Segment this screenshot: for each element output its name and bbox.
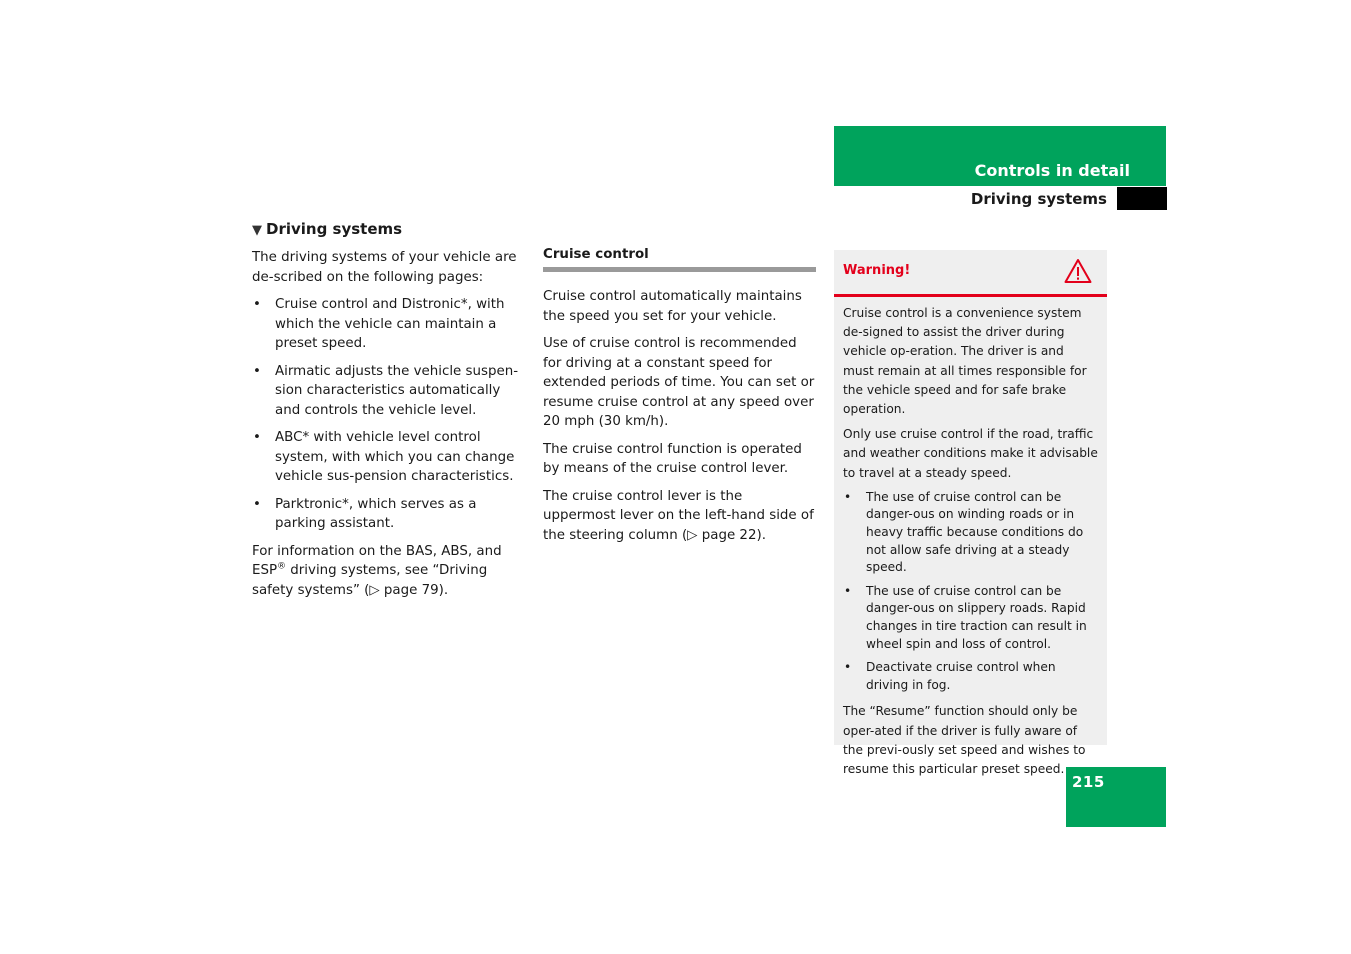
paragraph: Cruise control automatically maintains the speed you set for your vehicle. [543,289,802,324]
subsection-title: Cruise control [543,247,649,262]
warning-list [843,489,1098,695]
bullet-icon: • [844,583,852,598]
warning-paragraph: Cruise control is a convenience system de-signed to assist the driver during vehicle op-eration. The driver is and must remain at all times responsible for the vehicle speed and for safe brake operation. [843,306,1087,417]
intro-paragraph: The driving systems of your vehicle are de-scribed on the following pages: [252,250,517,285]
warning-triangle-icon [1064,258,1092,284]
section-heading [252,218,528,242]
page-number: 215 [1072,773,1105,791]
warning-label: Warning! [843,263,911,278]
paragraph: The cruise control function is operated by means of the cruise control lever. [543,441,802,476]
bullet-icon: • [253,363,261,379]
middle-column [543,245,816,553]
section-heading-text: Driving systems [266,220,403,238]
warning-paragraph: Only use cruise control if the road, traffic and weather conditions make it advisable to travel at a steady speed. [843,427,1098,480]
list-item: • Parktronic*, which serves as a parking assistant. [253,496,477,531]
warning-body [834,297,1107,779]
left-column [252,218,528,608]
bullet-icon: • [253,430,261,445]
list-item: • The use of cruise control can be danger-ous on slippery roads. Rapid changes in tire traction can result in wheel spin and loss of control. [844,583,1087,651]
bullet-icon: • [844,660,852,675]
list-item: • Cruise control and Distronic*, with which the vehicle can maintain a preset speed. [253,297,505,351]
registered-mark: ® [277,561,287,572]
warning-closing: The “Resume” function should only be oper-ated if the driver is fully aware of the previ-ously set speed and wishes to resume this particular preset speed. [843,704,1086,776]
reference-paragraph: For information on the BAS, ABS, and ESP® driving systems, see “Driving safety systems” (▷ page 79). [252,543,502,598]
bullet-icon: • [844,489,852,504]
list-item: • ABC* with vehicle level control system, with which you can change vehicle sus-pension characteristics. [253,430,515,484]
chapter-title: Controls in detail [974,161,1130,180]
bullet-icon: • [253,297,261,312]
title-rule [543,267,816,272]
paragraph: Use of cruise control is recommended for driving at a constant speed for extended periods of time. You can set or resume cruise control at any speed over 20 mph (30 km/h). [543,336,815,429]
section-subtitle: Driving systems [970,190,1107,208]
list-item: • The use of cruise control can be danger-ous on winding roads or in heavy traffic because conditions do not allow safe driving at a steady speed. [844,489,1084,575]
list-item: • Airmatic adjusts the vehicle suspen-sion characteristics automatically and controls the vehicle level. [253,363,519,418]
warning-header [834,250,1107,297]
list-item: • Deactivate cruise control when driving in fog. [844,660,1056,692]
warning-box [834,250,1107,776]
systems-list [252,295,528,534]
page-number-tab [1066,767,1166,827]
bullet-icon: • [253,496,261,512]
section-marker-tab [1117,187,1167,210]
paragraph: The cruise control lever is the uppermost lever on the left-hand side of the steering column (▷ page 22). [543,488,814,543]
triangle-down-icon: ▼ [252,223,262,238]
chapter-header-bar [834,126,1166,186]
